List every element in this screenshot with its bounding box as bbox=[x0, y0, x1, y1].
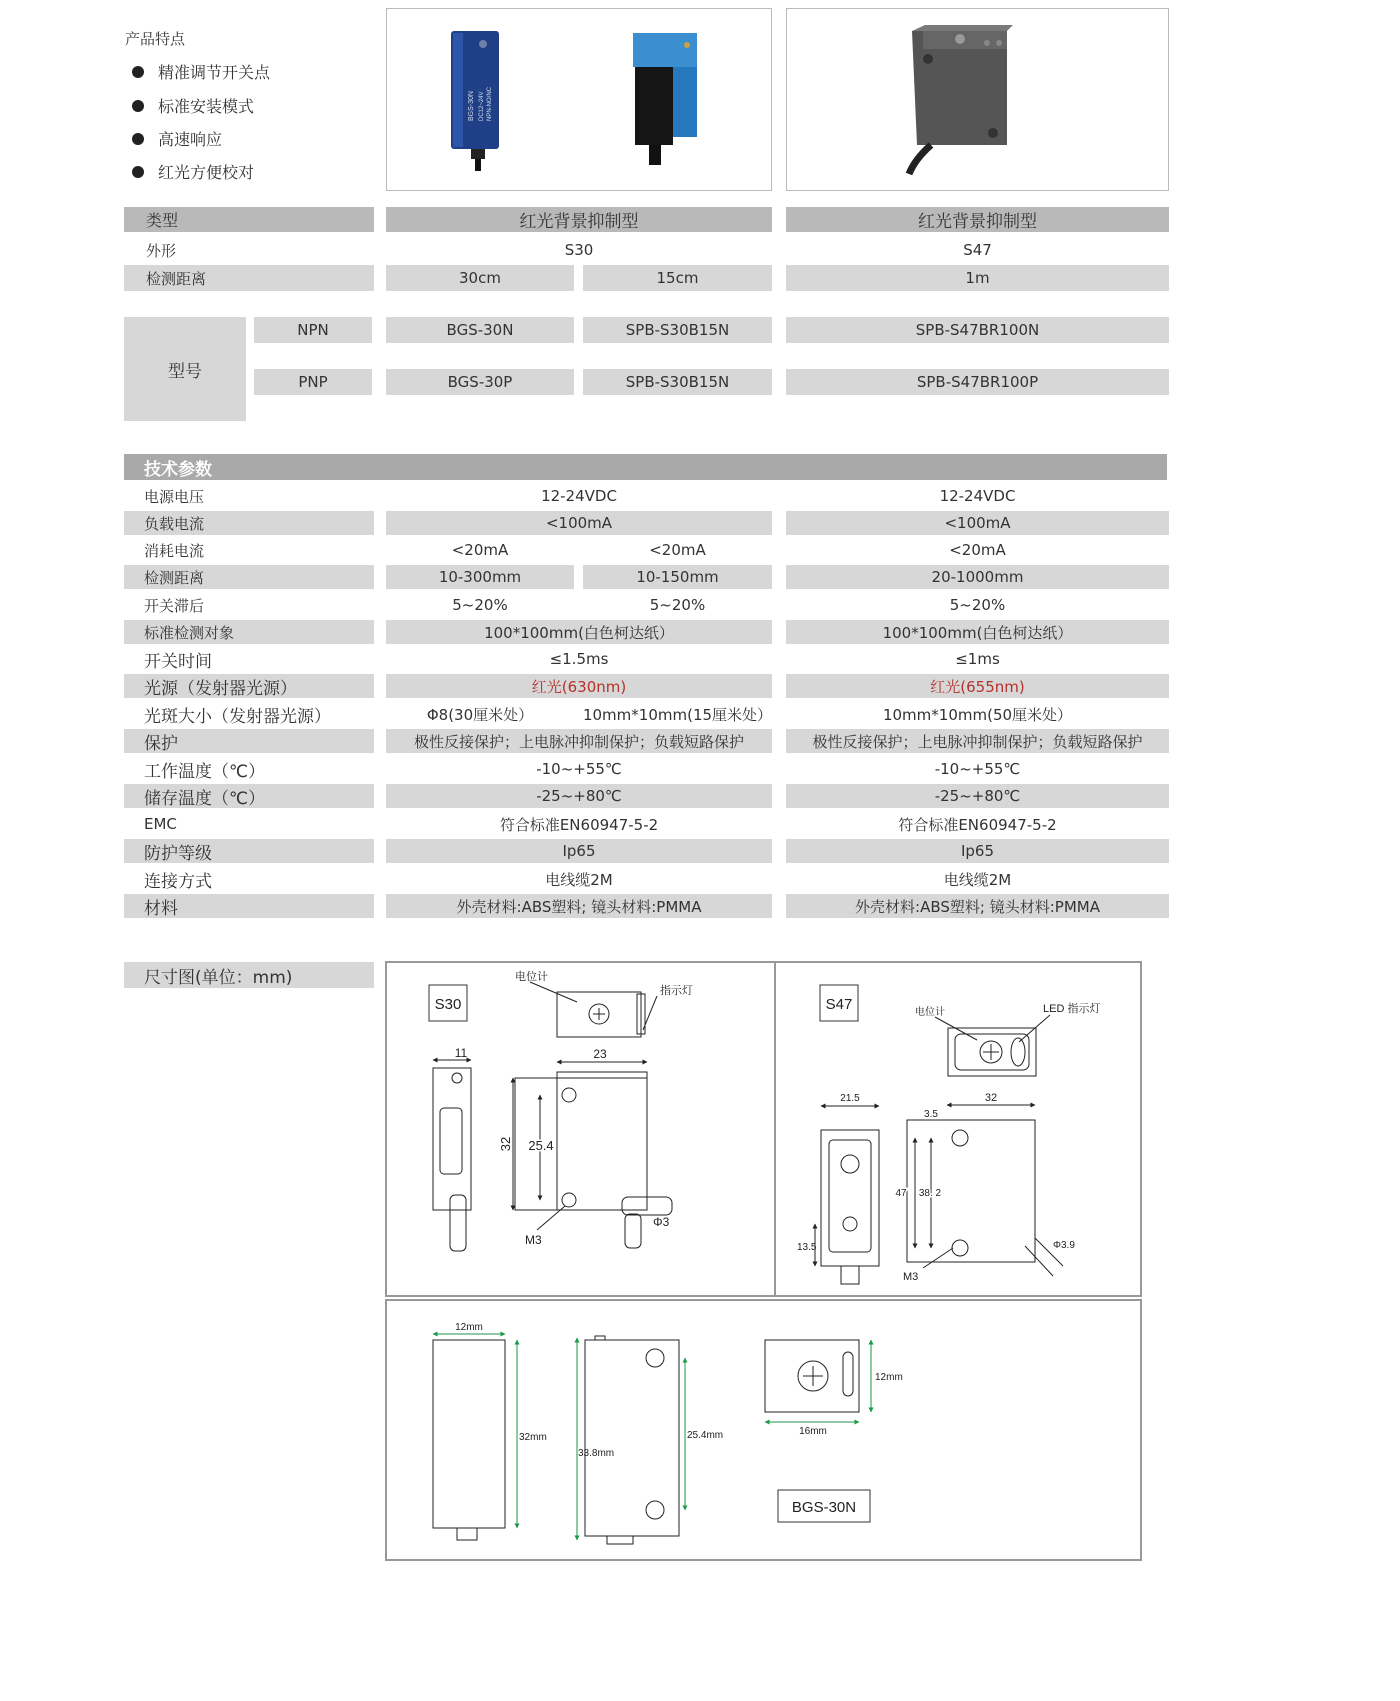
tech-row-label: 负载电流 bbox=[124, 511, 374, 535]
tech-row-value-s47: 12-24VDC bbox=[939, 487, 1016, 505]
photo-s47 bbox=[786, 8, 1169, 191]
tech-row-value-s47: <100mA bbox=[786, 511, 1169, 535]
tech-row-value-s47: 5~20% bbox=[949, 596, 1006, 614]
features-title: 产品特点 bbox=[125, 30, 186, 48]
bgs-total: 33.8mm bbox=[578, 1448, 615, 1459]
tech-row-value-s30: 符合标准EN60947-5-2 bbox=[499, 815, 659, 834]
feature-item: 标准安装模式 bbox=[132, 94, 254, 117]
sensor-s47-image bbox=[787, 9, 1168, 190]
s30-led-label: 指示灯 bbox=[660, 985, 693, 997]
dimensions-title: 尺寸图(单位：mm) bbox=[124, 962, 374, 988]
tech-row-value-s30-b: <20mA bbox=[649, 541, 706, 559]
shape-col1: S30 bbox=[564, 241, 594, 259]
tech-row-value-s47: 10mm*10mm(50厘米处） bbox=[882, 705, 1073, 724]
sensor-print: DC12~24V bbox=[479, 91, 485, 121]
tech-row-value-s47: 外壳材料:ABS塑料; 镜头材料:PMMA bbox=[786, 894, 1169, 918]
tech-row-value-s30-b: 10-150mm bbox=[583, 565, 772, 589]
tech-row-label: 工作温度（℃） bbox=[144, 761, 266, 782]
s47-hole: 38. 2 bbox=[918, 1188, 942, 1199]
bgs-tag: BGS-30N bbox=[791, 1499, 857, 1516]
pnp-label: PNP bbox=[254, 369, 372, 395]
type-col2: 红光背景抑制型 bbox=[786, 207, 1169, 232]
tech-row-value-s30: Ip65 bbox=[386, 839, 772, 863]
bullet-icon bbox=[132, 133, 144, 145]
tech-row-value-s30: 外壳材料:ABS塑料; 镜头材料:PMMA bbox=[386, 894, 772, 918]
tech-row-label: 连接方式 bbox=[144, 871, 212, 892]
tech-row-label: 开关滞后 bbox=[144, 596, 205, 615]
tech-row-value-s30-a: 10-300mm bbox=[386, 565, 574, 589]
tech-row-value-s47: ≤1ms bbox=[955, 650, 1000, 668]
s30-width: 11 bbox=[454, 1046, 468, 1060]
feature-item: 精准调节开关点 bbox=[132, 60, 270, 83]
model-label: 型号 bbox=[124, 317, 246, 421]
dimension-drawings bbox=[385, 960, 1145, 1700]
tech-row-value-s47: 电线缆2M bbox=[943, 870, 1012, 889]
s47-screw: M3 bbox=[903, 1271, 919, 1283]
tech-row-value-s47: 符合标准EN60947-5-2 bbox=[898, 815, 1057, 834]
model-pnp-3: SPB-S47BR100P bbox=[786, 369, 1169, 395]
feature-item: 高速响应 bbox=[132, 127, 222, 150]
tech-row-value-s47: 红光(655nm) bbox=[786, 674, 1169, 698]
s47-led-label: LED 指示灯 bbox=[1043, 1003, 1101, 1015]
tech-row-label: 保护 bbox=[124, 729, 374, 753]
bgs-hole: 25.4mm bbox=[687, 1430, 724, 1441]
distance-c: 1m bbox=[786, 265, 1169, 291]
s30-tag: S30 bbox=[434, 996, 462, 1013]
tech-row-value-s47: 极性反接保护；上电脉冲抑制保护；负载短路保护 bbox=[786, 729, 1169, 753]
distance-a: 30cm bbox=[386, 265, 574, 291]
tech-row-value-s30: -25~+80℃ bbox=[386, 784, 772, 808]
tech-row-label: 光源（发射器光源） bbox=[124, 674, 374, 698]
tech-row-value-s47: 20-1000mm bbox=[786, 565, 1169, 589]
shape-col2: S47 bbox=[963, 241, 992, 259]
tech-row-value-s47: -25~+80℃ bbox=[786, 784, 1169, 808]
s47-cable: Φ3.9 bbox=[1053, 1240, 1075, 1251]
bullet-icon bbox=[132, 100, 144, 112]
s30-cable: Φ3 bbox=[653, 1215, 670, 1229]
tech-row-value-s47: -10~+55℃ bbox=[934, 760, 1021, 778]
tech-row-value-s30-b: 5~20% bbox=[649, 596, 706, 614]
tech-row-label: EMC bbox=[144, 815, 177, 833]
s47-length: 32 bbox=[984, 1092, 998, 1104]
tech-row-value-s30: 红光(630nm) bbox=[386, 674, 772, 698]
distance-b: 15cm bbox=[583, 265, 772, 291]
tech-row-value-s30: -10~+55℃ bbox=[536, 760, 622, 778]
model-npn-2: SPB-S30B15N bbox=[583, 317, 772, 343]
tech-row-label: 标准检测对象 bbox=[124, 620, 374, 644]
tech-row-label: 检测距离 bbox=[124, 565, 374, 589]
s30-pot-label: 电位计 bbox=[515, 971, 548, 983]
tech-row-value-s30-a: 5~20% bbox=[452, 596, 508, 614]
s47-tag: S47 bbox=[825, 996, 853, 1013]
tech-row-label: 材料 bbox=[124, 894, 374, 918]
sensor-s30-image bbox=[387, 9, 771, 190]
tech-row-value-s47: <20mA bbox=[949, 541, 1006, 559]
model-pnp-1: BGS-30P bbox=[386, 369, 574, 395]
type-col1: 红光背景抑制型 bbox=[386, 207, 772, 232]
tech-title: 技术参数 bbox=[124, 454, 1167, 480]
s47-width: 21.5 bbox=[840, 1093, 860, 1104]
feature-item: 红光方便校对 bbox=[132, 160, 254, 183]
bgs-top-height: 12mm bbox=[875, 1372, 903, 1383]
type-label: 类型 bbox=[124, 207, 374, 232]
bgs-height: 32mm bbox=[519, 1432, 547, 1443]
s30-hole: 25.4 bbox=[528, 1138, 554, 1153]
bgs-width: 12mm bbox=[455, 1322, 483, 1333]
npn-label: NPN bbox=[254, 317, 372, 343]
tech-row-label: 防护等级 bbox=[124, 839, 374, 863]
tech-row-value-s30-a: Φ8(30厘米处） bbox=[426, 705, 534, 724]
s47-offset: 3.5 bbox=[924, 1109, 938, 1120]
model-npn-3: SPB-S47BR100N bbox=[786, 317, 1169, 343]
s47-pot-label: 电位计 bbox=[915, 1007, 945, 1018]
tech-row-value-s30-b: 10mm*10mm(15厘米处） bbox=[582, 705, 773, 724]
model-npn-1: BGS-30N bbox=[386, 317, 574, 343]
tech-row-value-s30: 电线缆2M bbox=[545, 870, 613, 889]
tech-row-value-s30: <100mA bbox=[386, 511, 772, 535]
tech-row-value-s47: 100*100mm(白色柯达纸） bbox=[786, 620, 1169, 644]
sensor-print: NPN-NO/NC bbox=[487, 87, 493, 121]
tech-row-label: 电源电压 bbox=[144, 487, 205, 506]
s30-height: 32 bbox=[498, 1136, 513, 1152]
s47-height: 47 bbox=[895, 1188, 907, 1199]
tech-row-label: 开关时间 bbox=[144, 651, 212, 672]
tech-row-label: 消耗电流 bbox=[144, 541, 205, 560]
tech-row-value-s30: 12-24VDC bbox=[541, 487, 617, 505]
tech-row-label: 储存温度（℃） bbox=[124, 784, 374, 808]
distance-label: 检测距离 bbox=[124, 265, 374, 291]
bullet-icon bbox=[132, 66, 144, 78]
model-pnp-2: SPB-S30B15N bbox=[583, 369, 772, 395]
shape-label: 外形 bbox=[146, 241, 177, 260]
photo-s30 bbox=[386, 8, 772, 191]
tech-row-value-s30: ≤1.5ms bbox=[549, 650, 609, 668]
bullet-icon bbox=[132, 166, 144, 178]
tech-row-value-s47: Ip65 bbox=[786, 839, 1169, 863]
bgs-top-width: 16mm bbox=[799, 1426, 827, 1437]
s30-screw: M3 bbox=[525, 1233, 542, 1247]
tech-row-value-s30-a: <20mA bbox=[451, 541, 509, 559]
sensor-print: BGS-30N bbox=[468, 91, 475, 121]
tech-row-value-s30: 100*100mm(白色柯达纸） bbox=[386, 620, 772, 644]
s47-base: 13.5 bbox=[797, 1242, 817, 1253]
tech-row-label: 光斑大小（发射器光源） bbox=[144, 706, 331, 727]
tech-row-value-s30: 极性反接保护；上电脉冲抑制保护；负载短路保护 bbox=[386, 729, 772, 753]
s30-length: 23 bbox=[593, 1047, 607, 1061]
